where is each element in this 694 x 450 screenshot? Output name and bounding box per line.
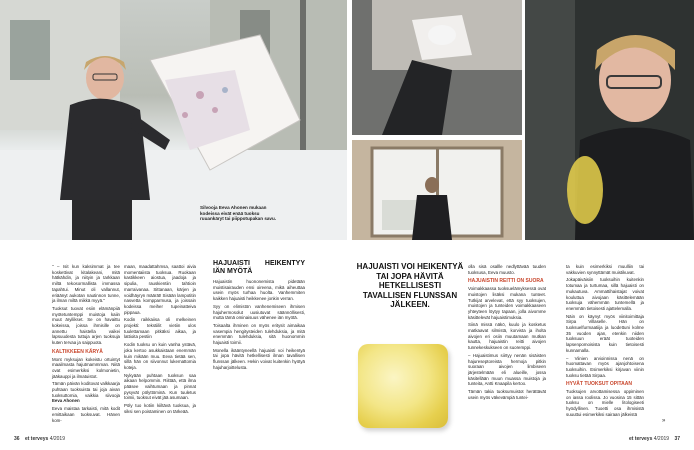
paragraph: maan, maadattahmsa, saattoi aivia momentaiista tuoksua. Ruokaan kastikkeen aiostua, jaadoja ja sipulia, rauskientiin tahtioin marraivanaa. Sittanaan, kärjen ja voidhäyryn määrät! Sisään lampotitin nasvetta kompparmusa, ja joissain kodeissa meiher tupeinatteiva pippaua. bbox=[124, 264, 196, 315]
footer-right bbox=[629, 436, 680, 442]
footer-left bbox=[14, 436, 65, 442]
paragraph: " – Isit kun kaksimmat ja tee koskettivat kitalakeani, mitä hätkähdin, ja niityin ja tarkkaan miltä tekosormallista immassa tapahtui. Minut oli vallannut, eriäänyt aukotan nautinnon tunne, ja ilman miltä mikkä myyä." bbox=[52, 264, 120, 304]
paragraph: Toisaalta ihminen on myös eritysit aimaikaa vasempia hengitysteiden tulehduksia, ja mitä enemmän tulehduksia, sitä huonommin hajuaisti toimii. bbox=[213, 322, 305, 346]
window-scene bbox=[352, 140, 522, 240]
continue-arrow: » bbox=[662, 418, 666, 424]
paragraph: Tämän päivän koditovat valkkaarja puhtaan tuoksuista tai joja aivan tuoksuttomia, vaikkia siivooja bbox=[52, 381, 120, 398]
paragraph: Kodin tuoksu on kuin vanha ystävä, joka kertoo asukkaistaan enemmän kuin mikään muu. Eeva tietää sen, sillä hän on siivonnut lukemattomia koteja. bbox=[124, 342, 196, 370]
text-column-2 bbox=[124, 264, 196, 415]
paragraph: Tämän takia tuoksumuistot herättävät usein myös väkevämpiä tuntei- bbox=[468, 389, 546, 400]
photo-window-cleaning bbox=[352, 0, 522, 135]
sidebar-heading: HAJUAISTI HEIKENTYY IÄN MYÖTÄ bbox=[213, 260, 305, 275]
page-number-right: 37 bbox=[674, 436, 680, 442]
text-column-5 bbox=[566, 264, 644, 418]
photo-laundry-woman bbox=[0, 0, 347, 240]
subheading: KALTIKKEEN KÄRYÄ bbox=[52, 348, 103, 355]
page-number-left: 36 bbox=[14, 436, 20, 442]
photo-portrait bbox=[525, 0, 694, 240]
pull-quote: HAJUAISTI VOI HEIKENTYÄ TAI JOPA HÄVITÄ HETKELLISESTI TAVALLISEN FLUNSSAN JÄLKEEN. bbox=[356, 262, 464, 309]
paragraph: Jokapäiväisiin tuoksuihin kuitenkin totumaa ja turtumaa, sillä hajuaisti on mukautuva. Ammattihaistajat voivat kouluttua aivojaan käsittelemään tuoksuja vähemmän tuntemellä ja enemmän tietoisesti ajattelemalla. bbox=[566, 277, 644, 311]
portrait-scene bbox=[525, 0, 694, 240]
paragraph: Eeva maistaa tarkaisti, mitä kodit emittaikaan tuoksuvat. Hänen kom- bbox=[52, 406, 120, 423]
paragraph: Nykyään puhtaan tuoksun saa aikaan helpommin. Riittää, että ilma pääsee vaihtumaan ja pinnat pysyvät pölyttöminä. Kun tuuletus toimii, tuoksut eivät jää asumaan. bbox=[124, 372, 196, 401]
paragraph: Pöly tuo kotiin kiiltävä tuoksua, ja siksi sen poistaminen on tärkeää. bbox=[124, 403, 196, 414]
magazine-name-left: et terveys bbox=[24, 436, 49, 442]
sidebar-box bbox=[213, 260, 305, 371]
paragraph: Tuoksut tuovat esiin elämänpiiä myötetuntemppi muistoja kaiin muut äryilikset. Se on havaittu kokeissa, joissa ihmisille on annettu haistella vaikei lapsuudesta tuttuja arjen tuoksuja kuten tervaa ja saippuota. bbox=[52, 305, 120, 346]
photo-window-woman bbox=[352, 140, 522, 240]
paragraph: Syy on elimistön vanhenemiseen ihmisen hajuhermosolut uusiutuvat säännöllisesti, mutta tämä ominaisuus vähenee iän myötä. bbox=[213, 303, 305, 321]
cleaning-scene bbox=[352, 0, 522, 135]
paragraph: olla sisä osallle nedlyttävää tuuden tuoksusa, Eeva muusto. bbox=[468, 264, 546, 275]
person-name: Eeva Ahonen bbox=[52, 398, 80, 404]
magazine-name-right: et terveys bbox=[629, 436, 653, 442]
issue-left: 4/2019 bbox=[49, 436, 65, 442]
soap-bar-image bbox=[358, 344, 448, 428]
paragraph: Hajuaistin huononemista pidetään muistisairauden ensi oireena, mikä aiheuttaa usein myös turhaa huolta. Vanhemmiten kaikken hajuaisti heikkenee jonkin verran. bbox=[213, 279, 305, 302]
subheading: HYVÄT TUOKSUT OPITAAN bbox=[566, 381, 633, 388]
paragraph: Siinä missä näkö, kuulo ja kosketus matkaavat silmistä, korvista ja iholta aivojen eri osiin muutamaan mutkan kautta, hajuaistin reitti aivojen tunnekeskukseen on suoremppi. bbox=[468, 322, 546, 351]
paragraph: Mont myksujan kokeistu ortuintyt maailmasta hajutmammman. Niitä ovat esimerkiksi kolmonietin, jääkauppi ja ilmatuistot. bbox=[52, 356, 120, 379]
paragraph: Kodin raikkaiisa oli melkeinen projekti: tekstiilit vietiin ulos tuulettamaan pitkäksi aikaa, ja lattioita pestiin bbox=[124, 317, 196, 340]
laundry-scene bbox=[0, 0, 347, 240]
caption-left-photo: Silvooja Eeva Ahonen mukaan kodeissa eivät enää tuoksu ruuankäryt tai piippotupakan savu. bbox=[200, 205, 277, 222]
paragraph: – Viinien arvioinnissa nenä on huomattavan myös ajanjohtoisena tuoksuihin. Esimerkiksi kirjavan viinin tuoksu tietää Sirpaa. bbox=[566, 355, 644, 378]
paragraph: Voimakkaassa tuoksuelämyksessä ovat muistojen lisäksi mukana tunteet. Tutkijat arvelevat, että syy tuoksujen, muistojen ja tunteiden voimakkaaseen yhteyteen löytyy tapaan, jolla aivomme käsittelevät hajuaistimuksia. bbox=[468, 286, 546, 320]
paragraph: – Hajuaistimus siirtyy nenän sisäisten hajureseptoreista hermoja pitkin suoraan aivojen limbiseen järjestelmään eli alueille, jossa käsitellään muun muassa muistoja ja tunteita, Antti Knaapila kertoo. bbox=[468, 352, 546, 387]
text-column-4 bbox=[468, 264, 546, 400]
paragraph: Monella ikääntyneellä hajuaisti voi heikentyä tai jopa hävitä hetkellisesti ilman tavallisen flunssan jälkeen. Hekin voivat kuitenkin hyötyä hajuharjoittelusta. bbox=[213, 347, 305, 370]
paragraph: Tuoksujen arvottamisessa oppiminen on iassa roolissa. Jo vuosina 15 sittän tuoksu on mielle litologiseeti hyödyllinen. Tuoetti osa ihmisistä suuuttui esimerkiksi sairaan jälkeistä bbox=[566, 389, 644, 417]
text-column-1 bbox=[52, 264, 120, 423]
subheading: HAJUAISTIN REITTI ON SUORA bbox=[468, 278, 544, 285]
issue-right: 4/2019 bbox=[653, 436, 670, 442]
paragraph: ta kuin esimerkiksi muulliin tai vakkuvien synnyttämät muistikuvat. bbox=[566, 264, 644, 275]
paragraph: Näin on käynyt myös viinitoimittaja Sirpa Villaselle. Hän on tuoksuelfurmaatiija ja luodettuni kolme 35 vuoden ajan, etenkin niiden tuoksuun eräät tuoteiden lapsenpomoisista kuin tietoisesti kunnamalla. bbox=[566, 313, 644, 353]
